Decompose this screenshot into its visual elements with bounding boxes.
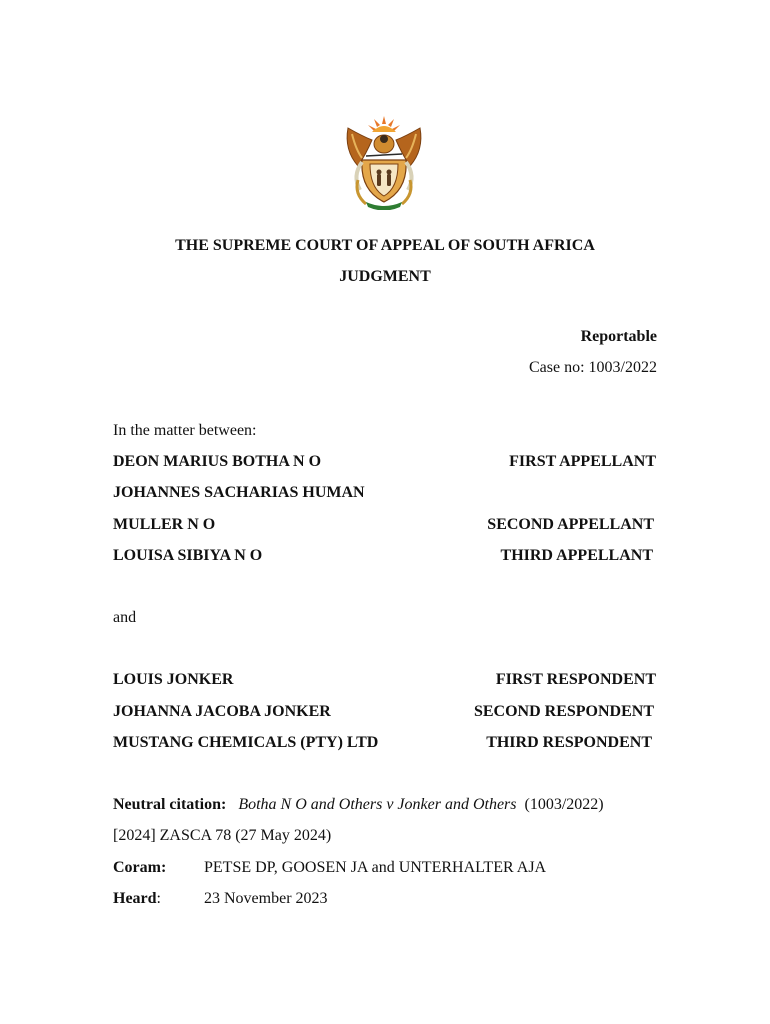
heard-value: 23 November 2023 — [204, 890, 328, 907]
coat-of-arms-icon — [340, 110, 428, 210]
citation-case-name: Botha N O and Others v Jonker and Others — [238, 796, 517, 813]
reportable-label: Reportable — [580, 328, 657, 345]
neutral-citation — [113, 796, 658, 814]
party-role: FIRST APPELLANT — [509, 453, 656, 470]
coram-row — [113, 859, 658, 877]
party-role: THIRD APPELLANT — [500, 547, 653, 564]
respondent-row — [113, 671, 656, 689]
court-title: THE SUPREME COURT OF APPEAL OF SOUTH AFRICA — [175, 237, 595, 254]
party-name: JOHANNES SACHARIAS HUMAN — [113, 484, 365, 501]
appellant-row — [113, 547, 656, 565]
heard-colon: : — [156, 890, 161, 907]
party-name: JOHANNA JACOBA JONKER — [113, 703, 331, 720]
appellant-row — [113, 453, 656, 471]
party-role: SECOND RESPONDENT — [473, 703, 654, 720]
party-role: THIRD RESPONDENT — [486, 734, 652, 751]
party-name: MULLER N O — [113, 516, 216, 533]
party-name: LOUIS JONKER — [113, 671, 234, 688]
respondent-row — [113, 734, 656, 752]
party-role: FIRST RESPONDENT — [495, 671, 656, 688]
document-type: JUDGMENT — [339, 268, 431, 285]
citation-line-2: [2024] ZASCA 78 (27 May 2024) — [113, 827, 332, 844]
citation-label: Neutral citation: — [113, 796, 227, 813]
case-number: Case no: 1003/2022 — [529, 359, 657, 376]
party-name: DEON MARIUS BOTHA N O — [113, 453, 322, 470]
party-name: MUSTANG CHEMICALS (PTY) LTD — [113, 734, 379, 751]
respondent-row — [113, 703, 656, 721]
matter-intro: In the matter between: — [113, 422, 257, 439]
and-separator: and — [113, 609, 137, 626]
heard-label: Heard — [113, 890, 157, 907]
citation-case-ref: (1003/2022) — [524, 796, 604, 813]
coram-label: Coram: — [113, 859, 167, 876]
party-name: LOUISA SIBIYA N O — [113, 547, 263, 564]
party-role: SECOND APPELLANT — [487, 516, 654, 533]
heard-row — [113, 890, 658, 908]
coram-value: PETSE DP, GOOSEN JA and UNTERHALTER AJA — [204, 859, 547, 876]
appellant-row — [113, 516, 656, 534]
appellant-row — [113, 484, 656, 502]
